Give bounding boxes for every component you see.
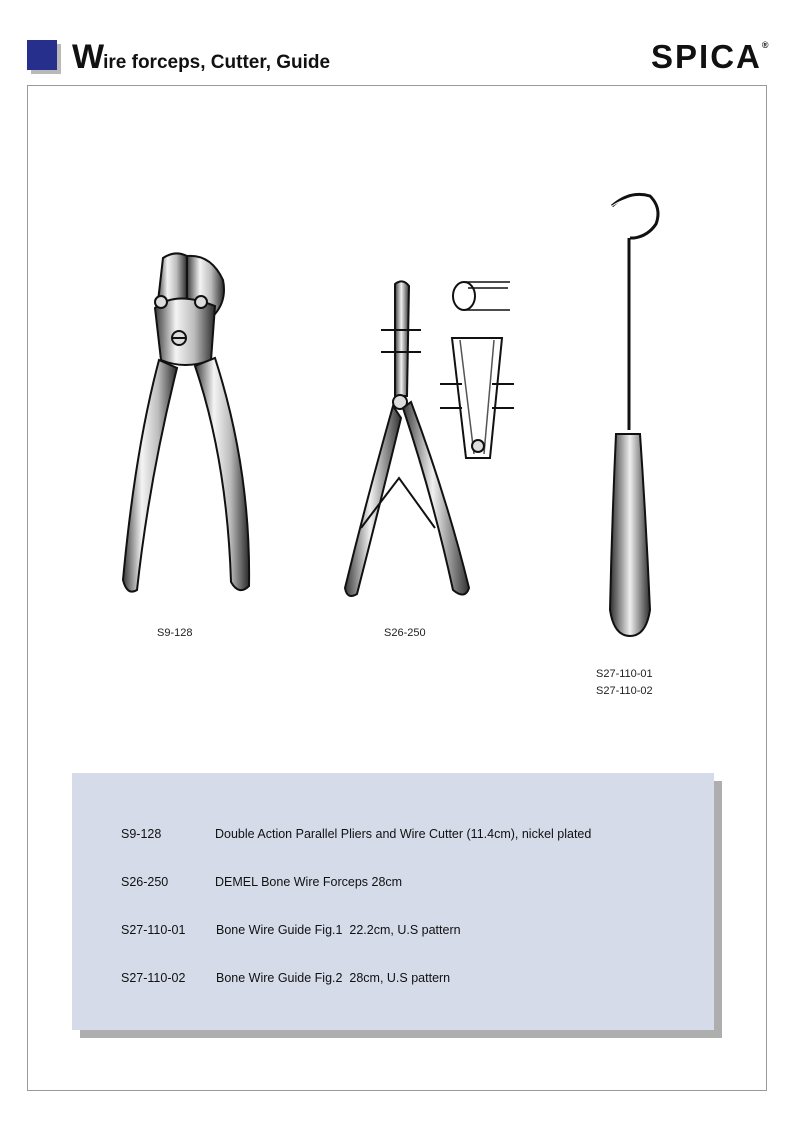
brand-name: SPICA bbox=[651, 38, 762, 75]
product-description: DEMEL Bone Wire Forceps 28cm bbox=[215, 875, 403, 889]
product-description: Bone Wire Guide Fig.1 22.2cm, U.S pattern bbox=[216, 923, 461, 937]
illustration-code: S26-250 bbox=[384, 627, 426, 639]
product-description: Bone Wire Guide Fig.2 28cm, U.S pattern bbox=[216, 971, 451, 985]
registered-mark: ® bbox=[761, 40, 769, 50]
product-code: S9-128 bbox=[121, 827, 162, 841]
illustration-code: S9-128 bbox=[157, 627, 193, 639]
bone-wire-guide-hook-icon bbox=[600, 190, 668, 642]
forceps-tip-detail-icon bbox=[438, 278, 516, 460]
parallel-pliers-wire-cutter-icon bbox=[115, 250, 260, 600]
page-title-initial: W bbox=[72, 38, 104, 76]
product-code: S27-110-02 bbox=[121, 971, 186, 985]
illustration-code: S27-110-01 bbox=[596, 668, 653, 680]
product-code: S26-250 bbox=[121, 875, 169, 889]
page-title-rest: ire forceps, Cutter, Guide bbox=[103, 52, 331, 73]
page-title bbox=[72, 38, 330, 77]
product-code: S27-110-01 bbox=[121, 923, 186, 937]
brand-logo bbox=[651, 38, 769, 76]
description-panel bbox=[72, 773, 714, 1030]
title-marker bbox=[27, 40, 57, 70]
illustration-code-2: S27-110-02 bbox=[596, 685, 653, 697]
product-description: Double Action Parallel Pliers and Wire Cutter (11.4cm), nickel plated bbox=[215, 827, 592, 841]
